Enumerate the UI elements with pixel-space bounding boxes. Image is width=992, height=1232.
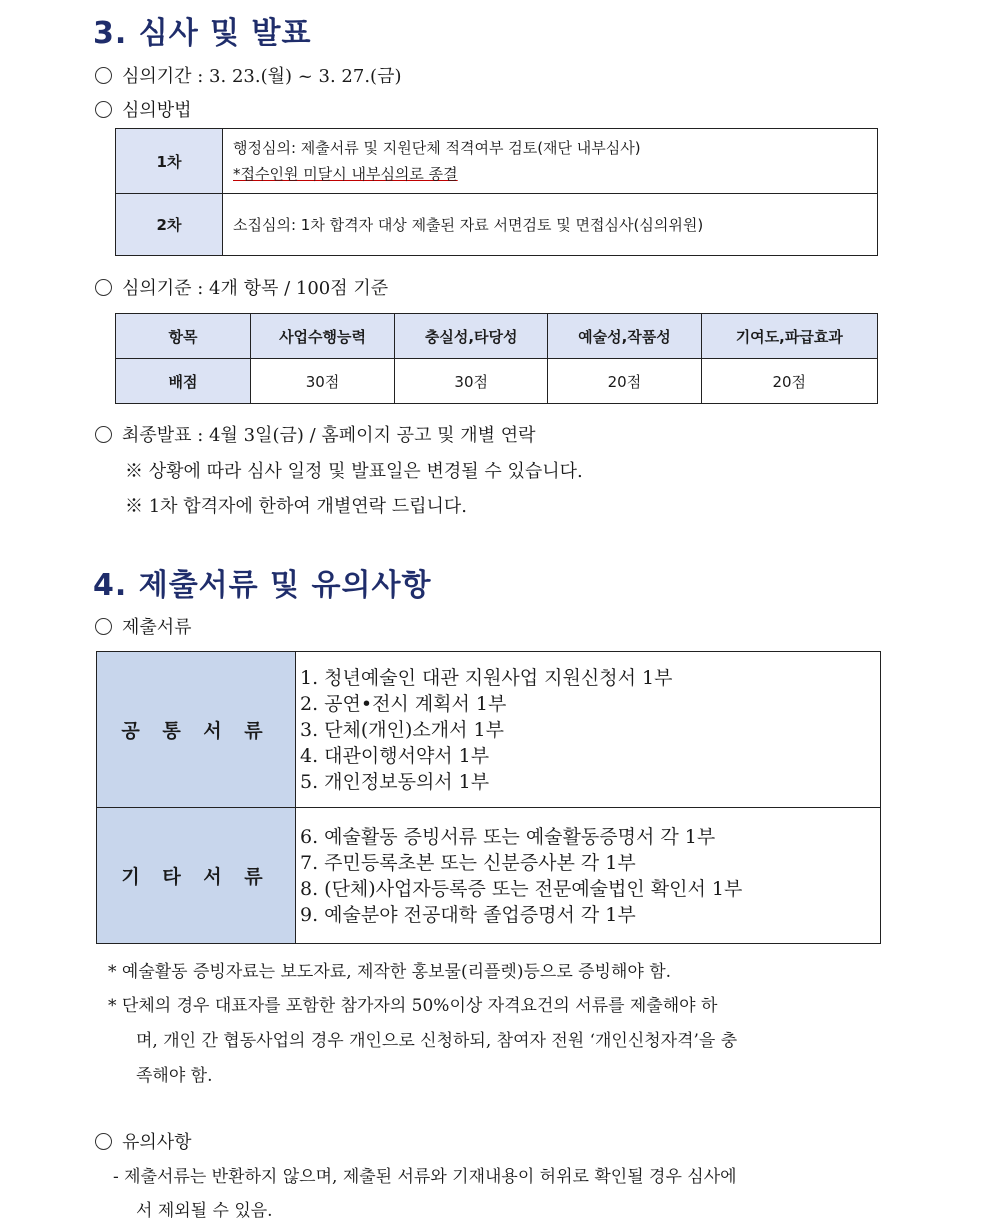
circle-bullet-icon <box>95 101 112 118</box>
common-docs-label: 공 통 서 류 <box>97 652 296 808</box>
table-row <box>116 129 878 194</box>
table-row <box>116 359 878 404</box>
round-label: 2차 <box>116 194 223 256</box>
circle-bullet-icon <box>95 426 112 443</box>
caution-text-cont: 서 제외될 수 있음. <box>136 1201 273 1221</box>
list-item: 2. 공연•전시 계획서 1부 <box>300 692 507 715</box>
circle-bullet-icon <box>95 67 112 84</box>
other-docs-label: 기 타 서 류 <box>97 808 296 944</box>
star-note: * 단체의 경우 대표자를 포함한 참가자의 50%이상 자격요건의 서류를 제출해야 하 <box>108 996 718 1016</box>
list-item: 9. 예술분야 전공대학 졸업증명서 각 1부 <box>300 903 636 926</box>
star-note-cont: 며, 개인 간 협동사업의 경우 개인으로 신청하되, 참여자 전원 ‘개인신청자격’을 충 <box>136 1031 738 1051</box>
criteria-label: 심의기준 : 4개 항목 / 100점 기준 <box>95 274 388 300</box>
criteria-header: 항목 <box>116 314 251 359</box>
circle-bullet-icon <box>95 1133 112 1150</box>
table-row <box>97 808 881 944</box>
list-item: 4. 대관이행서약서 1부 <box>300 744 490 767</box>
review-rounds-table <box>115 128 878 256</box>
list-item: 6. 예술활동 증빙서류 또는 예술활동증명서 각 1부 <box>300 825 716 848</box>
score-value: 20점 <box>548 359 701 404</box>
caution-text: - 제출서류는 반환하지 않으며, 제출된 서류와 기재내용이 허위로 확인될 경우 심사에 <box>113 1167 737 1187</box>
other-docs-list <box>296 808 881 944</box>
star-note: * 예술활동 증빙자료는 보도자료, 제작한 홍보물(리플렛)등으로 증빙해야 함. <box>108 962 672 982</box>
review-period: 심의기간 : 3. 23.(월) ~ 3. 27.(금) <box>95 62 402 88</box>
criteria-item: 충실성,타당성 <box>395 314 548 359</box>
round-label: 1차 <box>116 129 223 194</box>
list-item: 7. 주민등록초본 또는 신분증사본 각 1부 <box>300 851 636 874</box>
score-value: 20점 <box>701 359 877 404</box>
score-header: 배점 <box>116 359 251 404</box>
score-value: 30점 <box>395 359 548 404</box>
criteria-item: 예술성,작품성 <box>548 314 701 359</box>
table-row <box>97 652 881 808</box>
score-value: 30점 <box>251 359 395 404</box>
list-item: 1. 청년예술인 대관 지원사업 지원신청서 1부 <box>300 666 673 689</box>
caution-label: 유의사항 <box>95 1128 192 1154</box>
circle-bullet-icon <box>95 618 112 635</box>
round-note: *접수인원 미달시 내부심의로 종결 <box>233 165 458 183</box>
criteria-item: 기여도,파급효과 <box>701 314 877 359</box>
documents-table <box>96 651 881 944</box>
circle-bullet-icon <box>95 279 112 296</box>
round-desc: 소집심의: 1차 합격자 대상 제출된 자료 서면검토 및 면접심사(심의위원) <box>223 194 878 256</box>
criteria-table <box>115 313 878 404</box>
star-note-cont: 족해야 함. <box>136 1066 213 1086</box>
table-row <box>116 194 878 256</box>
table-row <box>116 314 878 359</box>
review-method-label: 심의방법 <box>95 96 192 122</box>
announce-note: ※ 상황에 따라 심사 일정 및 발표일은 변경될 수 있습니다. <box>125 461 583 482</box>
criteria-item: 사업수행능력 <box>251 314 395 359</box>
common-docs-list <box>296 652 881 808</box>
announce-note: ※ 1차 합격자에 한하여 개별연락 드립니다. <box>125 496 467 517</box>
docs-label: 제출서류 <box>95 613 192 639</box>
final-announcement: 최종발표 : 4월 3일(금) / 홈페이지 공고 및 개별 연락 <box>95 421 536 447</box>
section3-title: 3. 심사 및 발표 <box>93 16 312 51</box>
list-item: 3. 단체(개인)소개서 1부 <box>300 718 504 741</box>
round-desc: 행정심의: 제출서류 및 지원단체 적격여부 검토(재단 내부심사) *접수인원 미달시 내부심의로 종결 <box>223 129 878 194</box>
list-item: 5. 개인정보동의서 1부 <box>300 770 490 793</box>
list-item: 8. (단체)사업자등록증 또는 전문예술법인 확인서 1부 <box>300 877 743 900</box>
section4-title: 4. 제출서류 및 유의사항 <box>93 568 432 603</box>
